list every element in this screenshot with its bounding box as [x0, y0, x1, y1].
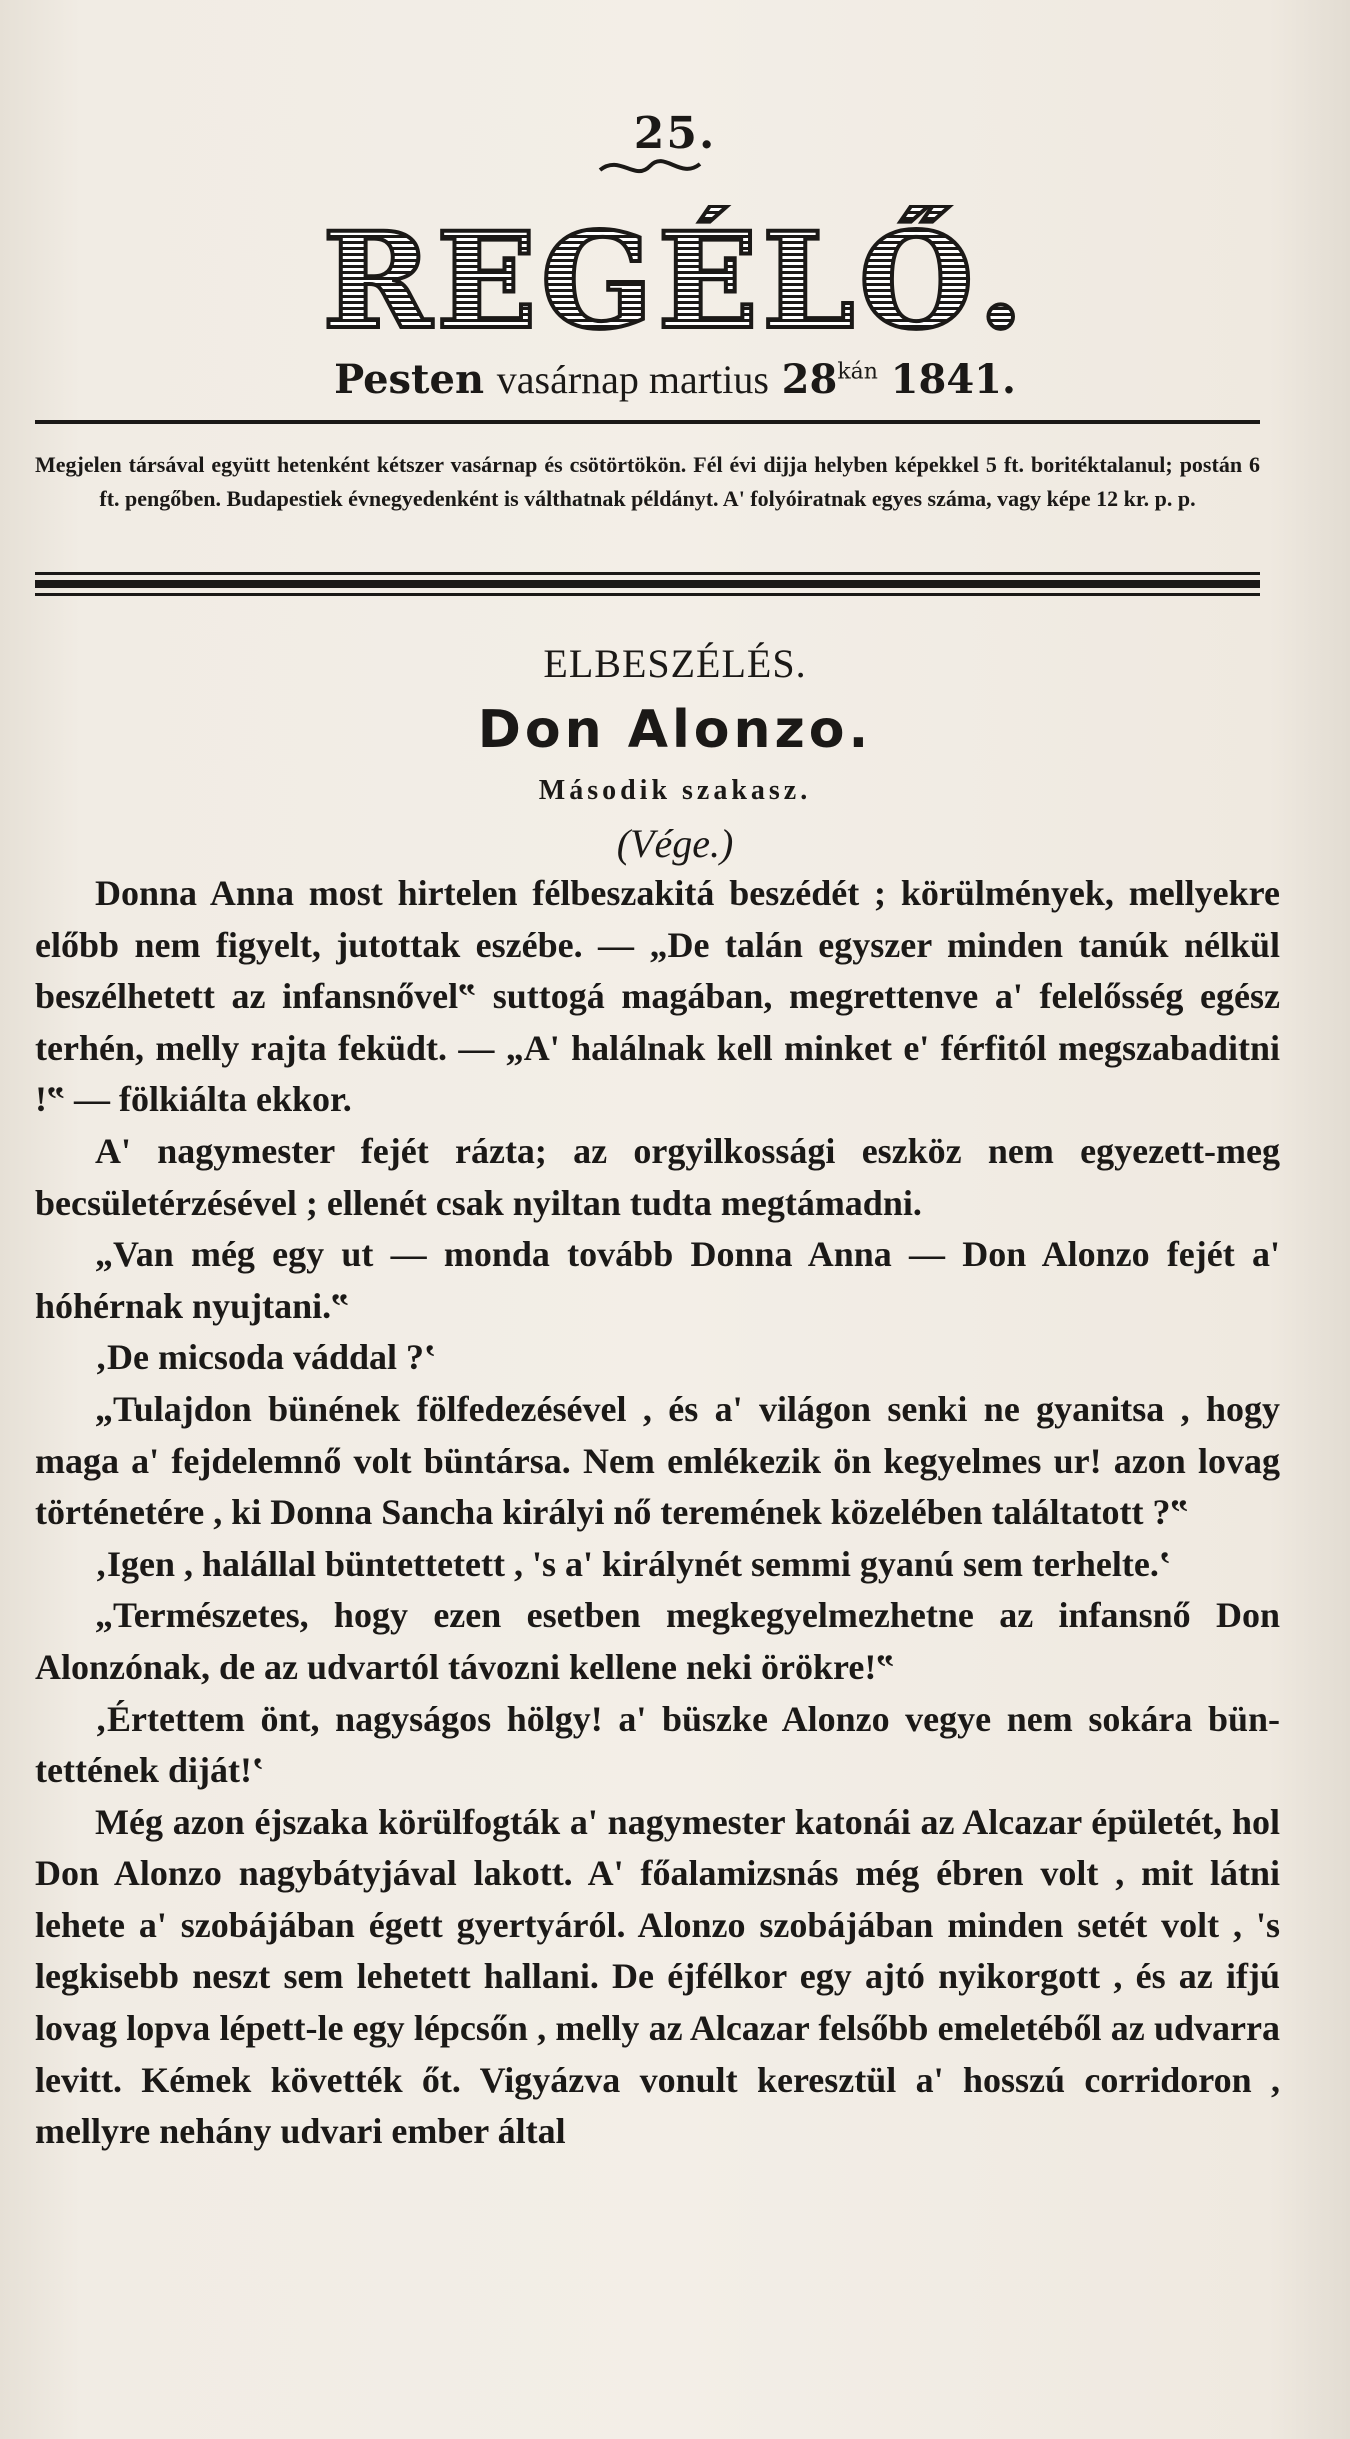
masthead-logo	[295, 205, 1055, 355]
paragraph: ‚Értettem önt, nagyságos hölgy! a' büszke Alonzo vegye nem sokára bün-tettének diját!‛	[35, 1698, 1280, 1791]
subscription-notice: Megjelen társával együtt hetenként kétszer vasárnap és csötörtökön. Fél évi dijja helyben képekkel 5 ft. boritéktalanul; postán 6 ft. pengőben. Budapestiek évnegyedenként is válthatnak példányt. A' folyóiratnak egyes száma, vagy képe 12 kr. p. p.	[35, 452, 1260, 511]
masthead-title: REGÉLŐ.	[322, 205, 1028, 355]
dateline	[0, 356, 1350, 403]
story-title: Don Alonzo.	[477, 700, 873, 760]
paragraph: A' nagymester fejét rázta; az orgyilkossági eszköz nem egyezett-meg becsületérzésével ; ellenét csak nyiltan tudta megtámadni.	[35, 1130, 1280, 1223]
date-day: vasárnap martius	[496, 357, 769, 402]
paragraph: „Természetes, hogy ezen esetben megkegyelmezhetne az infansnő Don Alonzónak, de az udvartól távozni kellene neki örökre!‟	[35, 1595, 1280, 1687]
section-title: ELBESZÉLÉS.	[543, 641, 807, 686]
double-rule	[35, 572, 1260, 596]
date-place: Pesten	[334, 356, 485, 403]
ornament-swash	[595, 152, 705, 182]
header-rule	[35, 420, 1260, 424]
paragraph: „Van még egy ut — monda tovább Donna Anna — Don Alonzo fejét a' hóhérnak nyujtani.‟	[35, 1234, 1280, 1326]
date-suffix: kán	[837, 359, 878, 385]
issue-number: 25.	[633, 108, 717, 159]
paragraph: „Tulajdon bünének fölfedezésével , és a' világon senki ne gyanitsa , hogy maga a' fejdelemnő volt büntársa. Nem emlékezik ön kegyelmes ur! azon lovag történetére , ki Donna Sancha királyi nő teremének közelében találtatott ?‟	[35, 1388, 1280, 1533]
paragraph: ‚Igen , halállal büntettetett , 's a' királynét semmi gyanú sem terhelte.‛	[95, 1543, 1171, 1584]
paragraph: ‚De micsoda váddal ?‛	[95, 1337, 436, 1378]
date-year: 1841.	[890, 356, 1016, 403]
date-number: 28	[781, 356, 838, 403]
continuation-note: (Vége.)	[616, 821, 734, 866]
paragraph: Még azon éjszaka körülfogták a' nagymester katonái az Alcazar épületét, hol Don Alonzo nagybátyjával lakott. A' főalamizsnás még ébren volt , mit látni lehete a' szobájában égett gyertyáról. Alonzo szobájában minden setét volt , 's legkisebb neszt sem lehetett hallani. De éjfélkor egy ajtó nyikorgott , és az ifjú lovag lopva lépett-le egy lépcsőn , melly az Alcazar felsőbb emeletéből az udvarra levitt. Kémek követték őt. Vigyázva vonult keresztül a' hosszú corridoron , mellyre nehány udvari ember által	[35, 1801, 1280, 2152]
story-subtitle: Második szakasz.	[538, 775, 812, 806]
masthead	[0, 205, 1350, 355]
paragraph: Donna Anna most hirtelen félbeszakitá beszédét ; körülmények, mellyekre előbb nem figyelt, jutottak eszébe. — „De talán egyszer minden tanúk nélkül beszélhetett az infansnővel‟ suttogá magában, megrettenve a' felelősség egész terhén, melly rajta feküdt. — „A' halálnak kell minket e' férfitól megszabaditni !‟ — fölkiálta ekkor.	[35, 873, 1280, 1120]
article-body	[35, 868, 1280, 2158]
